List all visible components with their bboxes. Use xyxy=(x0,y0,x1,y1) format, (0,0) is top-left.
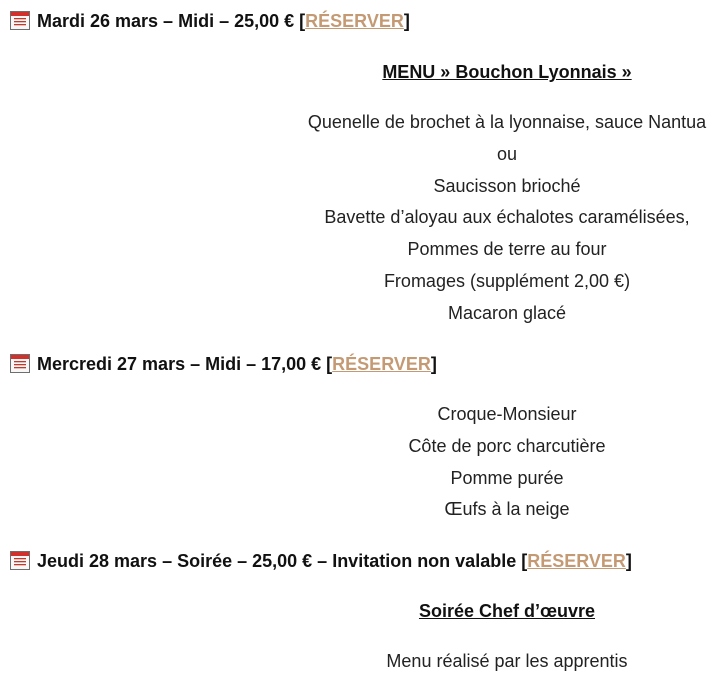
menu-title: MENU » Bouchon Lyonnais » xyxy=(382,62,632,82)
dish-item: Côte de porc charcutière xyxy=(408,435,606,456)
menu-dishes xyxy=(294,646,720,678)
calendar-icon xyxy=(10,353,30,373)
menu-title-block xyxy=(294,599,720,623)
event-heading-mercredi: Mercredi 27 mars – Midi – 17,00 € [RÉSERVER] xyxy=(10,352,437,376)
event-heading-mardi: Mardi 26 mars – Midi – 25,00 € [RÉSERVER] xyxy=(10,9,410,33)
reserve-link[interactable]: RÉSERVER xyxy=(527,551,626,571)
dish-item: Menu réalisé par les apprentis xyxy=(386,651,628,671)
event-heading-text: Mercredi 27 mars – Midi – 17,00 € xyxy=(37,354,322,374)
menu-title: Soirée Chef d’œuvre xyxy=(418,601,596,621)
event-heading-text: Mardi 26 mars – Midi – 25,00 € xyxy=(37,11,295,31)
menu-dishes xyxy=(294,107,720,330)
dish-item: Quenelle de brochet à la lyonnaise, sauce Nantua xyxy=(307,112,707,132)
event-heading-jeudi: Jeudi 28 mars – Soirée – 25,00 € – Invitation non valable [RÉSERVER] xyxy=(10,549,632,573)
dish-item: Fromages (supplément 2,00 €) xyxy=(383,270,631,291)
dish-item: Bavette d’aloyau aux échalotes caramélisées, xyxy=(324,207,690,228)
dish-item: ou xyxy=(496,143,518,164)
event-heading-text: Jeudi 28 mars – Soirée – 25,00 € – Invitation non valable xyxy=(37,551,517,571)
dish-item: Croque-Monsieur xyxy=(437,404,577,424)
dish-item: Pommes de terre au four xyxy=(407,239,607,260)
reserve-link[interactable]: RÉSERVER xyxy=(305,11,404,31)
calendar-icon xyxy=(10,550,30,570)
dish-item: Pomme purée xyxy=(450,467,564,488)
dish-item: Macaron glacé xyxy=(447,302,567,323)
calendar-icon xyxy=(10,10,30,30)
reserve-link[interactable]: RÉSERVER xyxy=(332,354,431,374)
menu-title-block xyxy=(294,60,720,84)
dish-item: Œufs à la neige xyxy=(444,499,570,520)
dish-item: Saucisson brioché xyxy=(433,175,581,196)
menu-dishes xyxy=(294,399,720,526)
